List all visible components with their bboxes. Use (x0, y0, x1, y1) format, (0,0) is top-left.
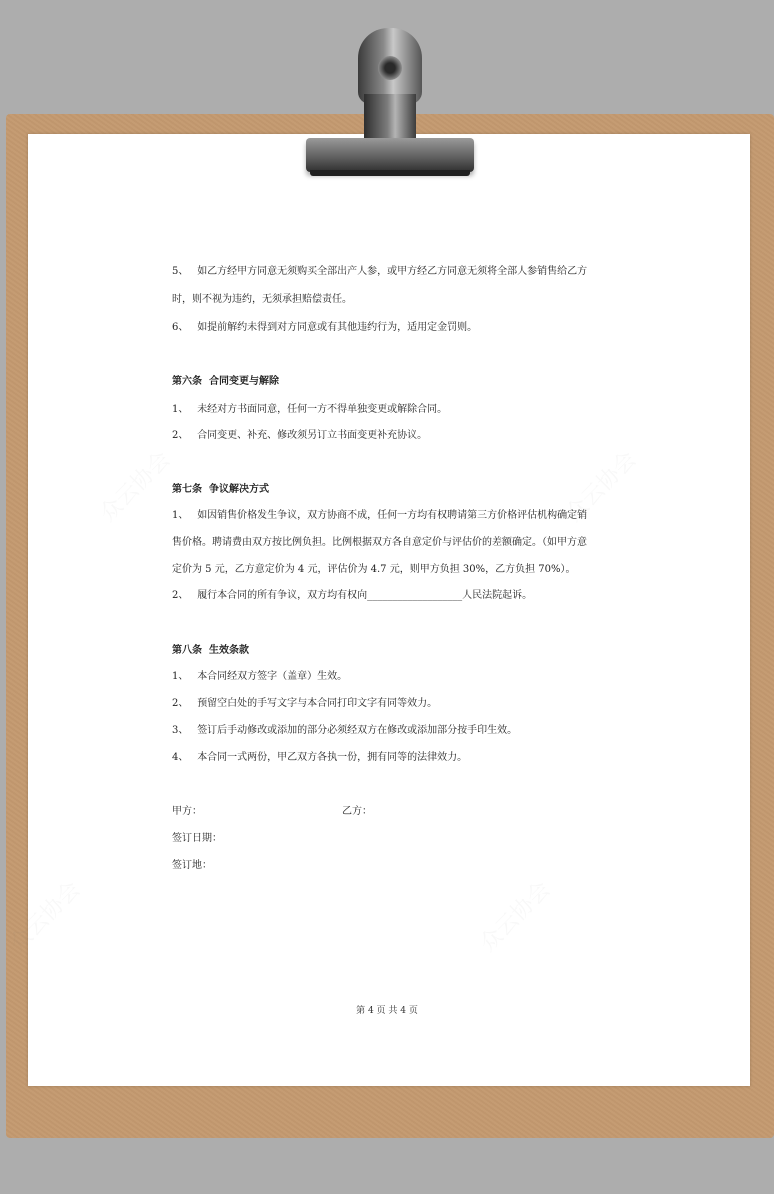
clause-line: 时，则不视为违约，无须承担赔偿责任。 (172, 294, 352, 305)
watermark: 众云协会 (5, 876, 86, 957)
clause-line: 售价格。聘请费由双方按比例负担。比例根据双方各自意定价与评估价的差额确定。（如甲方意 (172, 537, 587, 548)
sign-place-label: 签订地： (172, 860, 212, 871)
clause-line: 定价为 5 元，乙方意定价为 4 元，评估价为 4.7 元，则甲方负担 30%，乙方负担 70%）。 (172, 564, 576, 575)
clause-line: 6、 如提前解约未得到对方同意或有其他违约行为，适用定金罚则。 (172, 322, 478, 333)
clause-line: 1、 未经对方书面同意，任何一方不得单独变更或解除合同。 (172, 404, 448, 415)
sign-date-label: 签订日期： (172, 833, 222, 844)
clause-line: 1、 如因销售价格发生争议，双方协商不成，任何一方均有权聘请第三方价格评估机构确定销 (172, 510, 588, 521)
clause-line: 4、 本合同一式两份，甲乙双方各执一份，拥有同等的法律效力。 (172, 752, 468, 763)
section-title: 第八条 生效条款 (172, 645, 249, 656)
clause-line: 3、 签订后手动修改或添加的部分必须经双方在修改或添加部分按手印生效。 (172, 725, 518, 736)
section-title: 第六条 合同变更与解除 (172, 376, 279, 387)
watermark: 众云协会 (475, 876, 556, 957)
party-a-label: 甲方： (172, 806, 202, 817)
clause-line: 1、 本合同经双方签字（盖章）生效。 (172, 671, 348, 682)
binder-clip (300, 24, 480, 180)
clause-line: 2、 预留空白处的手写文字与本合同打印文字有同等效力。 (172, 698, 438, 709)
watermark: 众云协会 (561, 446, 642, 527)
page-footer: 第 4 页 共 4 页 (356, 1006, 418, 1016)
clause-line: 2、 履行本合同的所有争议，双方均有权向___________________人民法院起诉。 (172, 590, 533, 601)
party-b-label: 乙方： (342, 806, 372, 817)
clause-line: 2、 合同变更、补充、修改须另订立书面变更补充协议。 (172, 430, 428, 441)
section-title: 第七条 争议解决方式 (172, 484, 269, 495)
watermark: 众云协会 (95, 446, 176, 527)
clause-line: 5、 如乙方经甲方同意无须购买全部出产人参，或甲方经乙方同意无须将全部人参销售给乙方 (172, 266, 588, 277)
